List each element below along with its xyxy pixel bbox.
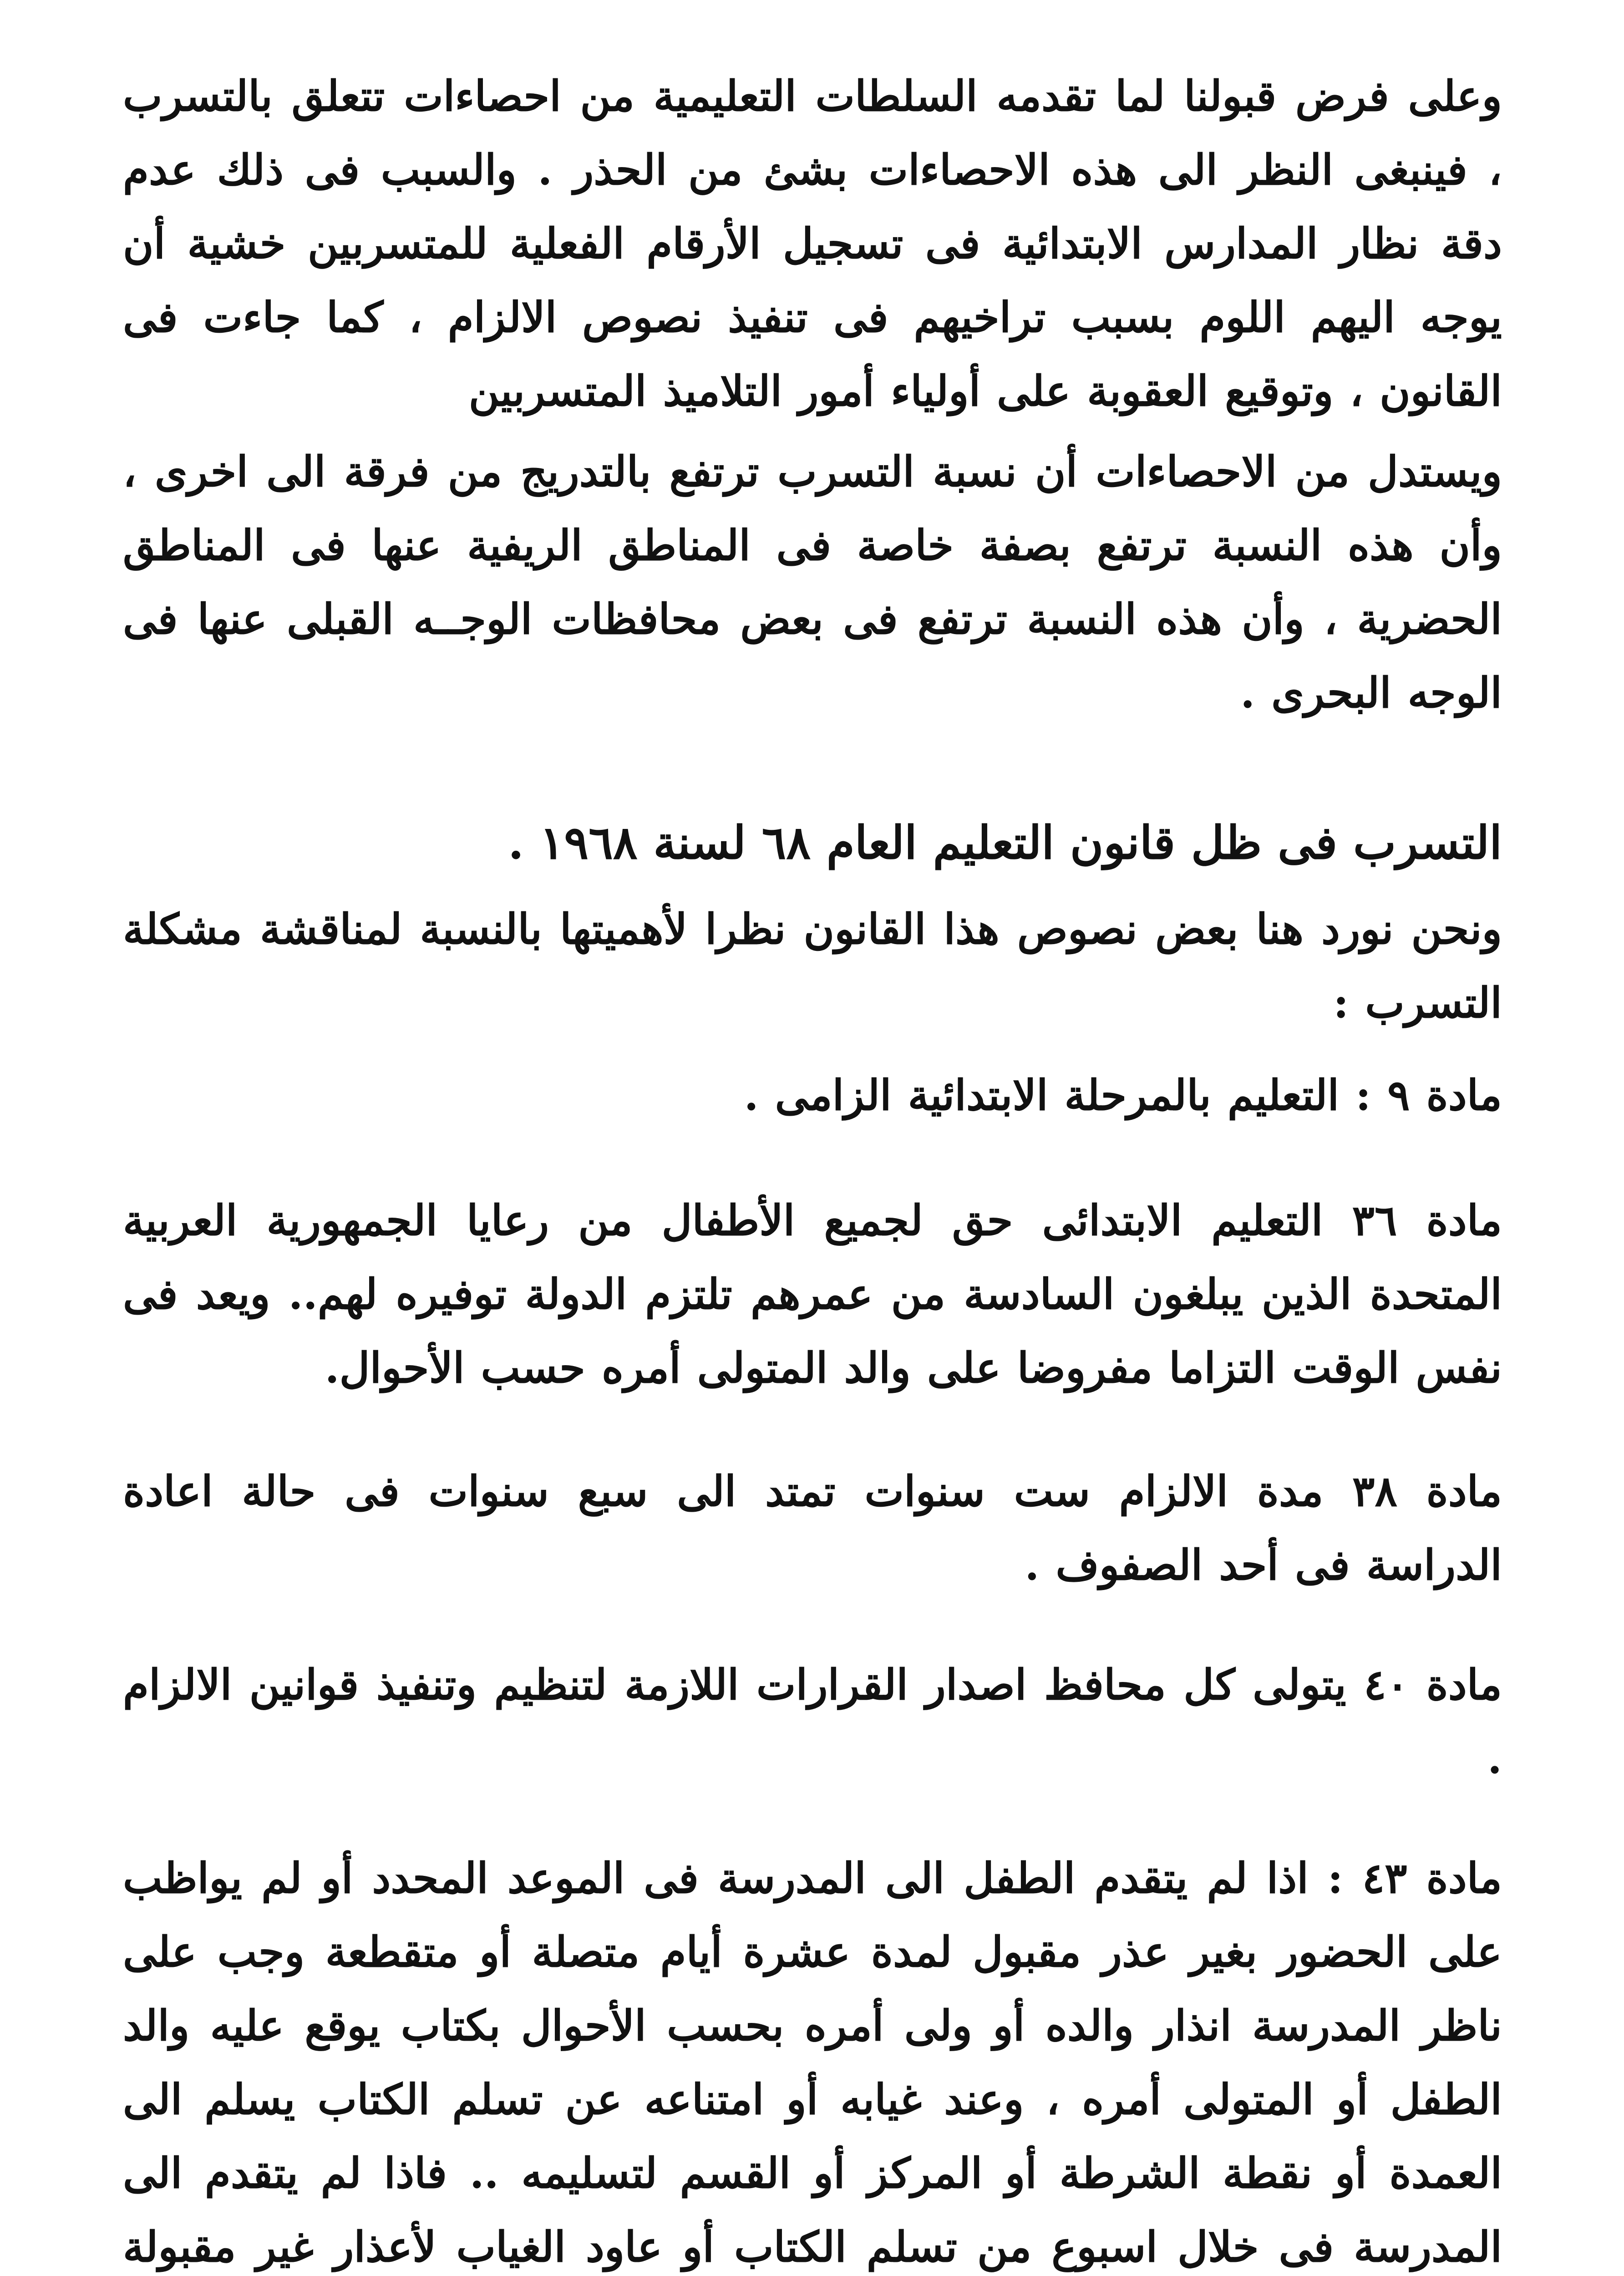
article-9: مادة ٩ : التعليم بالمرحلة الابتدائية الزامى . [744, 1071, 1502, 1120]
article-38: مادة ٣٨ مدة الالزام ست سنوات تمتد الى سبع سنوات فى حالة اعادة الدراسة فى أحد الصفوف . [123, 1467, 1502, 1590]
paragraph-statistics-caution: وعلى فرض قبولنا لما تقدمه السلطات التعليمية من احصاءات تتعلق بالتسرب ، فينبغى النظر الى هذه الاحصاءات بشئ من الحذر . والسبب فى ذلك عدم دقة نظار المدارس الابتدائية فى تسجيل الأرقام الفعلية للمتسربين خشية أن يوجه اليهم اللوم بسبب تراخيهم فى تنفيذ نصوص الالزام ، كما جاءت فى القانون ، وتوقيع العقوبة على أولياء أمور التلاميذ المتسربين [123, 71, 1502, 416]
article-36: مادة ٣٦ التعليم الابتدائى حق لجميع الأطفال من رعايا الجمهورية العربية المتحدة الذين يبلغون السادسة من عمرهم تلتزم الدولة توفيره لهم.. ويعد فى نفس الوقت التزاما مفروضا على والد المتولى أمره حسب الأحوال. [123, 1196, 1502, 1392]
article-43: مادة ٤٣ : اذا لم يتقدم الطفل الى المدرسة فى الموعد المحدد أو لم يواظب على الحضور بغير عذر مقبول لمدة عشرة أيام متصلة أو متقطعة وجب على ناظر المدرسة انذار والده أو ولى أمره بحسب الأحوال بكتاب يوقع عليه والد الطفل أو المتولى أمره ، وعند غيابه أو امتناعه عن تسلم الكتاب يسلم الى العمدة أو نقطة الشرطة أو المركز أو القسم لتسليمه .. فاذا لم يتقدم الى المدرسة فى خلال اسبوع من تسلم الكتاب أو عاود الغياب لأعذار غير مقبولة [123, 1854, 1502, 2271]
paragraph-dropout-rates: ويستدل من الاحصاءات أن نسبة التسرب ترتفع بالتدريج من فرقة الى اخرى ، وأن هذه النسبة ترتفع بصفة خاصة فى المناطق الريفية عنها فى المناطق الحضرية ، وأن هذه النسبة ترتفع فى بعض محافظات الوجــه القبلى عنها فى الوجه البحرى . [123, 447, 1502, 717]
article-40: مادة ٤٠ يتولى كل محافظ اصدار القرارات اللازمة لتنظيم وتنفيذ قوانين الالزام . [123, 1660, 1502, 1783]
paragraph-intro: ونحن نورد هنا بعض نصوص هذا القانون نظرا لأهميتها بالنسبة لمناقشة مشكلة التسرب : [123, 904, 1502, 1027]
section-heading: التسرب فى ظل قانون التعليم العام ٦٨ لسنة ١٩٦٨ . [508, 816, 1502, 869]
